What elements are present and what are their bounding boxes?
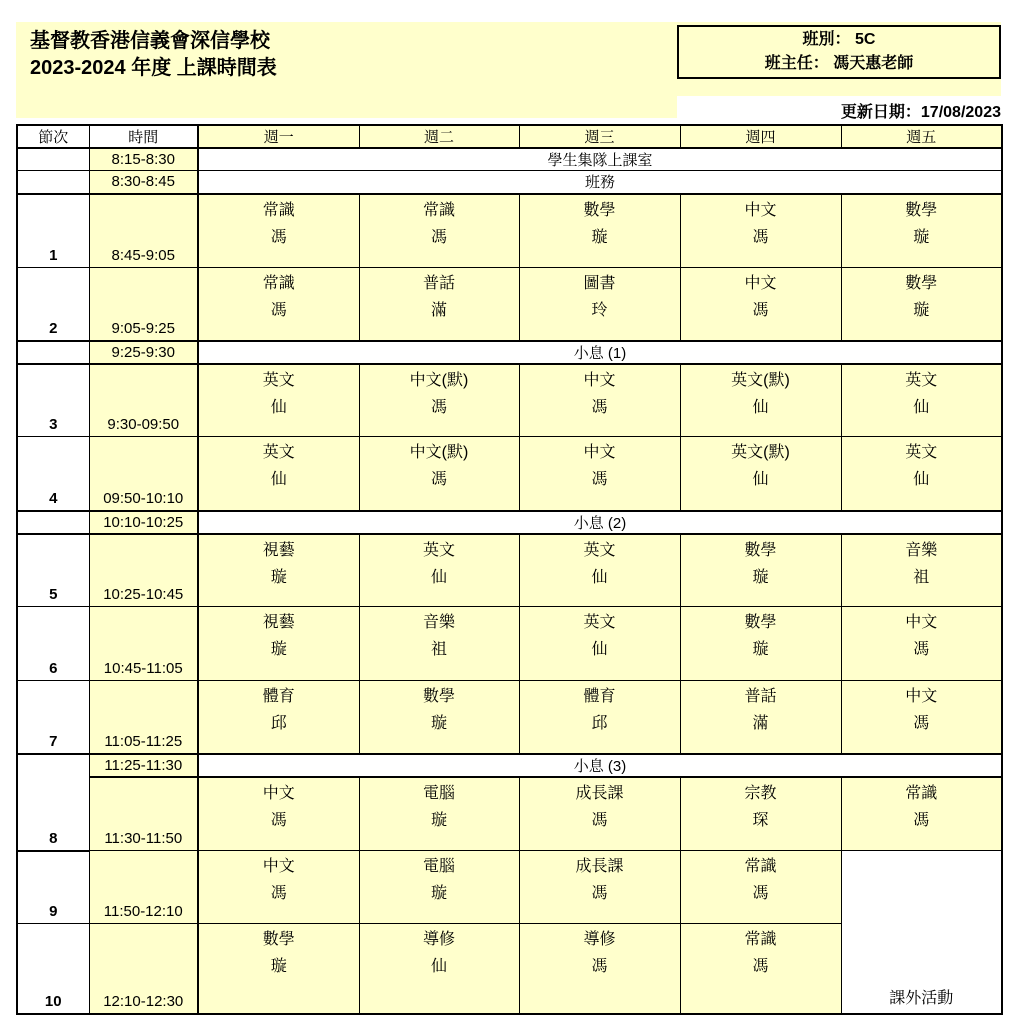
time-cell: 9:25-9:30 bbox=[89, 341, 198, 364]
lesson-subject: 數學 bbox=[422, 688, 455, 705]
lesson-teacher: 滿 bbox=[752, 715, 769, 732]
extracurricular-cell: 課外活動 bbox=[841, 851, 1002, 1014]
lesson-subject: 中文 bbox=[583, 444, 616, 461]
lesson-cell bbox=[198, 437, 359, 511]
lesson-subject: 中文 bbox=[583, 371, 616, 389]
lesson-subject: 常識 bbox=[262, 201, 295, 219]
lesson-cell bbox=[359, 437, 519, 511]
lesson-cell bbox=[519, 924, 680, 1014]
lesson-cell bbox=[198, 364, 359, 437]
time-cell: 11:30-11:50 bbox=[89, 777, 198, 851]
lesson-teacher: 璇 bbox=[752, 641, 769, 658]
break-label: 小息 (1) bbox=[198, 341, 1002, 364]
lesson-subject: 英文 bbox=[422, 541, 455, 559]
lesson-cell bbox=[359, 364, 519, 437]
lesson-teacher: 馮 bbox=[752, 958, 769, 975]
class-line: 班別： 5C bbox=[802, 31, 876, 48]
lesson-cell bbox=[680, 851, 841, 924]
table-header-row bbox=[17, 125, 1002, 148]
lesson-subject: 數學 bbox=[583, 201, 616, 219]
period-row-7 bbox=[17, 681, 1002, 754]
lesson-teacher: 仙 bbox=[591, 641, 608, 658]
col-header-time: 時間 bbox=[89, 125, 198, 148]
lesson-teacher: 仙 bbox=[430, 568, 447, 586]
period-number: 8 bbox=[17, 754, 89, 851]
period-row-5 bbox=[17, 534, 1002, 607]
time-cell: 09:50-10:10 bbox=[89, 437, 198, 511]
lesson-subject: 英文 bbox=[583, 541, 616, 559]
lesson-subject: 中文(默) bbox=[409, 371, 469, 389]
lesson-cell bbox=[519, 268, 680, 341]
break-row-3 bbox=[17, 754, 1002, 777]
assembly-row bbox=[17, 148, 1002, 171]
lesson-cell bbox=[841, 607, 1002, 681]
lesson-teacher: 祖 bbox=[430, 641, 447, 658]
empty-period-cell bbox=[17, 171, 89, 194]
period-number: 2 bbox=[17, 268, 89, 341]
lesson-subject: 常識 bbox=[262, 275, 295, 292]
lesson-cell bbox=[198, 194, 359, 268]
lesson-subject: 視藝 bbox=[262, 614, 295, 631]
break-label: 小息 (2) bbox=[198, 511, 1002, 534]
lesson-cell bbox=[359, 194, 519, 268]
lesson-subject: 體育 bbox=[262, 688, 295, 705]
time-cell: 11:50-12:10 bbox=[89, 851, 198, 924]
lesson-subject: 體育 bbox=[583, 688, 616, 705]
period-row-4 bbox=[17, 437, 1002, 511]
lesson-teacher: 仙 bbox=[752, 398, 769, 416]
lesson-subject: 英文 bbox=[262, 371, 295, 389]
class-business-label: 班務 bbox=[198, 171, 1002, 194]
lesson-subject: 英文 bbox=[583, 614, 616, 631]
lesson-subject: 數學 bbox=[744, 541, 777, 559]
lesson-cell bbox=[198, 268, 359, 341]
lesson-subject: 音樂 bbox=[422, 614, 455, 631]
class-business-row bbox=[17, 171, 1002, 194]
lesson-cell bbox=[198, 681, 359, 754]
class-info-box bbox=[677, 25, 1001, 79]
lesson-teacher: 邱 bbox=[591, 715, 608, 732]
lesson-teacher: 馮 bbox=[591, 885, 608, 902]
period-number: 1 bbox=[17, 194, 89, 268]
period-number: 6 bbox=[17, 607, 89, 681]
time-cell: 8:15-8:30 bbox=[89, 148, 198, 171]
teacher-line: 班主任： 馮天惠老師 bbox=[764, 55, 914, 72]
lesson-cell bbox=[680, 777, 841, 851]
lesson-teacher: 璇 bbox=[591, 228, 608, 246]
lesson-cell bbox=[198, 607, 359, 681]
lesson-cell bbox=[519, 777, 680, 851]
lesson-cell bbox=[519, 194, 680, 268]
lesson-subject: 常識 bbox=[744, 931, 777, 948]
period-number: 5 bbox=[17, 534, 89, 607]
col-header-thu: 週四 bbox=[680, 125, 841, 148]
lesson-teacher: 馮 bbox=[591, 958, 608, 975]
lesson-teacher: 璇 bbox=[270, 641, 287, 658]
period-number: 4 bbox=[17, 437, 89, 511]
lesson-subject: 英文(默) bbox=[731, 371, 790, 389]
lesson-subject: 常識 bbox=[744, 858, 777, 875]
lesson-teacher: 璇 bbox=[752, 568, 769, 586]
lesson-teacher: 馮 bbox=[430, 228, 447, 246]
lesson-cell bbox=[680, 607, 841, 681]
lesson-cell bbox=[519, 437, 680, 511]
lesson-cell bbox=[841, 437, 1002, 511]
lesson-subject: 圖書 bbox=[583, 275, 616, 292]
lesson-teacher: 仙 bbox=[270, 471, 287, 488]
lesson-subject: 普話 bbox=[744, 688, 777, 705]
lesson-teacher: 仙 bbox=[913, 398, 930, 416]
lesson-cell bbox=[198, 777, 359, 851]
lesson-teacher: 璇 bbox=[270, 958, 287, 975]
lesson-teacher: 仙 bbox=[913, 471, 930, 488]
period-number: 7 bbox=[17, 681, 89, 754]
title-block bbox=[16, 22, 677, 118]
lesson-subject: 中文 bbox=[262, 784, 295, 802]
lesson-subject: 英文(默) bbox=[731, 444, 790, 461]
lesson-subject: 數學 bbox=[905, 275, 938, 292]
period-number: 10 bbox=[17, 924, 89, 1014]
lesson-subject: 電腦 bbox=[422, 858, 455, 875]
empty-period-cell bbox=[17, 341, 89, 364]
lesson-subject: 電腦 bbox=[422, 784, 455, 802]
lesson-cell bbox=[519, 534, 680, 607]
lesson-subject: 音樂 bbox=[905, 541, 938, 559]
lesson-teacher: 邱 bbox=[270, 715, 287, 732]
lesson-teacher: 琛 bbox=[752, 811, 769, 829]
lesson-cell bbox=[359, 777, 519, 851]
lesson-cell bbox=[359, 851, 519, 924]
time-cell: 9:30-09:50 bbox=[89, 364, 198, 437]
lesson-cell bbox=[680, 534, 841, 607]
lesson-cell bbox=[198, 924, 359, 1014]
lesson-subject: 成長課 bbox=[575, 784, 624, 802]
lesson-subject: 導修 bbox=[422, 931, 455, 948]
time-cell: 11:05-11:25 bbox=[89, 681, 198, 754]
lesson-teacher: 玲 bbox=[591, 302, 608, 319]
lesson-subject: 數學 bbox=[262, 931, 295, 948]
lesson-cell bbox=[359, 534, 519, 607]
lesson-teacher: 仙 bbox=[270, 398, 287, 416]
col-header-period: 節次 bbox=[17, 125, 89, 148]
lesson-subject: 英文 bbox=[905, 444, 938, 461]
lesson-teacher: 璇 bbox=[913, 228, 930, 246]
lesson-teacher: 馮 bbox=[270, 228, 287, 246]
lesson-cell bbox=[841, 777, 1002, 851]
lesson-teacher: 馮 bbox=[752, 228, 769, 246]
lesson-cell bbox=[841, 681, 1002, 754]
lesson-subject: 常識 bbox=[422, 201, 455, 219]
lesson-subject: 中文 bbox=[744, 201, 777, 219]
break-label: 小息 (3) bbox=[198, 754, 1002, 777]
lesson-cell bbox=[519, 607, 680, 681]
period-row-6 bbox=[17, 607, 1002, 681]
period-row-2 bbox=[17, 268, 1002, 341]
lesson-teacher: 馮 bbox=[752, 885, 769, 902]
period-number: 3 bbox=[17, 364, 89, 437]
lesson-teacher: 馮 bbox=[591, 471, 608, 488]
lesson-teacher: 馮 bbox=[752, 302, 769, 319]
lesson-teacher: 馮 bbox=[430, 471, 447, 488]
empty-period-cell bbox=[17, 511, 89, 534]
lesson-cell bbox=[841, 364, 1002, 437]
lesson-subject: 導修 bbox=[583, 931, 616, 948]
lesson-subject: 數學 bbox=[744, 614, 777, 631]
lesson-subject: 英文 bbox=[905, 371, 938, 389]
time-cell: 8:45-9:05 bbox=[89, 194, 198, 268]
lesson-teacher: 馮 bbox=[913, 811, 930, 829]
col-header-wed: 週三 bbox=[519, 125, 680, 148]
lesson-cell bbox=[359, 924, 519, 1014]
lesson-teacher: 馮 bbox=[270, 811, 287, 829]
col-header-fri: 週五 bbox=[841, 125, 1002, 148]
lesson-cell bbox=[841, 194, 1002, 268]
lesson-subject: 數學 bbox=[905, 201, 938, 219]
col-header-mon: 週一 bbox=[198, 125, 359, 148]
lesson-subject: 宗教 bbox=[744, 784, 777, 802]
timetable-table bbox=[16, 124, 1003, 1015]
time-cell: 8:30-8:45 bbox=[89, 171, 198, 194]
lesson-teacher: 仙 bbox=[591, 568, 608, 586]
lesson-teacher: 祖 bbox=[913, 568, 930, 586]
lesson-teacher: 馮 bbox=[270, 885, 287, 902]
lesson-teacher: 馮 bbox=[913, 715, 930, 732]
lesson-subject: 中文 bbox=[905, 688, 938, 705]
lesson-cell bbox=[680, 681, 841, 754]
lesson-teacher: 仙 bbox=[430, 958, 447, 975]
lesson-teacher: 滿 bbox=[430, 302, 447, 319]
lesson-subject: 中文 bbox=[744, 275, 777, 292]
period-row-8 bbox=[17, 777, 1002, 851]
lesson-teacher: 璇 bbox=[430, 885, 447, 902]
period-row-9 bbox=[17, 851, 1002, 924]
lesson-cell bbox=[359, 607, 519, 681]
schedule-title: 2023-2024 年度 上課時間表 bbox=[30, 57, 277, 79]
break-row-1 bbox=[17, 341, 1002, 364]
time-cell: 10:25-10:45 bbox=[89, 534, 198, 607]
lesson-subject: 視藝 bbox=[262, 541, 295, 559]
lesson-cell bbox=[680, 437, 841, 511]
lesson-cell bbox=[680, 364, 841, 437]
school-name: 基督教香港信義會深信學校 bbox=[30, 30, 270, 52]
time-cell: 10:45-11:05 bbox=[89, 607, 198, 681]
lesson-cell bbox=[519, 364, 680, 437]
period-row-3 bbox=[17, 364, 1002, 437]
time-cell: 9:05-9:25 bbox=[89, 268, 198, 341]
lesson-cell bbox=[198, 851, 359, 924]
lesson-cell bbox=[198, 534, 359, 607]
lesson-subject: 中文 bbox=[905, 614, 938, 631]
lesson-teacher: 馮 bbox=[591, 811, 608, 829]
period-row-1 bbox=[17, 194, 1002, 268]
lesson-teacher: 馮 bbox=[591, 398, 608, 416]
lesson-subject: 英文 bbox=[262, 444, 295, 461]
lesson-teacher: 馮 bbox=[913, 641, 930, 658]
time-cell: 12:10-12:30 bbox=[89, 924, 198, 1014]
lesson-teacher: 璇 bbox=[430, 715, 447, 732]
col-header-tue: 週二 bbox=[359, 125, 519, 148]
lesson-cell bbox=[359, 681, 519, 754]
lesson-subject: 中文 bbox=[262, 858, 295, 875]
lesson-cell bbox=[519, 851, 680, 924]
lesson-cell bbox=[680, 194, 841, 268]
lesson-teacher: 仙 bbox=[752, 471, 769, 488]
lesson-teacher: 璇 bbox=[270, 568, 287, 586]
lesson-cell bbox=[841, 534, 1002, 607]
lesson-cell bbox=[519, 681, 680, 754]
lesson-teacher: 馮 bbox=[270, 302, 287, 319]
lesson-teacher: 璇 bbox=[913, 302, 930, 319]
update-date: 更新日期：17/08/2023 bbox=[840, 104, 1001, 121]
lesson-subject: 常識 bbox=[905, 784, 938, 802]
period-number: 9 bbox=[17, 851, 89, 924]
assembly-label: 學生集隊上課室 bbox=[198, 148, 1002, 171]
break-row-2 bbox=[17, 511, 1002, 534]
time-cell: 11:25-11:30 bbox=[89, 754, 198, 777]
lesson-cell bbox=[359, 268, 519, 341]
lesson-subject: 普話 bbox=[422, 275, 455, 292]
empty-period-cell bbox=[17, 148, 89, 171]
lesson-teacher: 馮 bbox=[430, 398, 447, 416]
time-cell: 10:10-10:25 bbox=[89, 511, 198, 534]
lesson-cell bbox=[680, 268, 841, 341]
lesson-cell bbox=[680, 924, 841, 1014]
lesson-teacher: 璇 bbox=[430, 811, 447, 829]
lesson-subject: 中文(默) bbox=[409, 444, 469, 461]
lesson-subject: 成長課 bbox=[575, 858, 624, 875]
lesson-cell bbox=[841, 268, 1002, 341]
